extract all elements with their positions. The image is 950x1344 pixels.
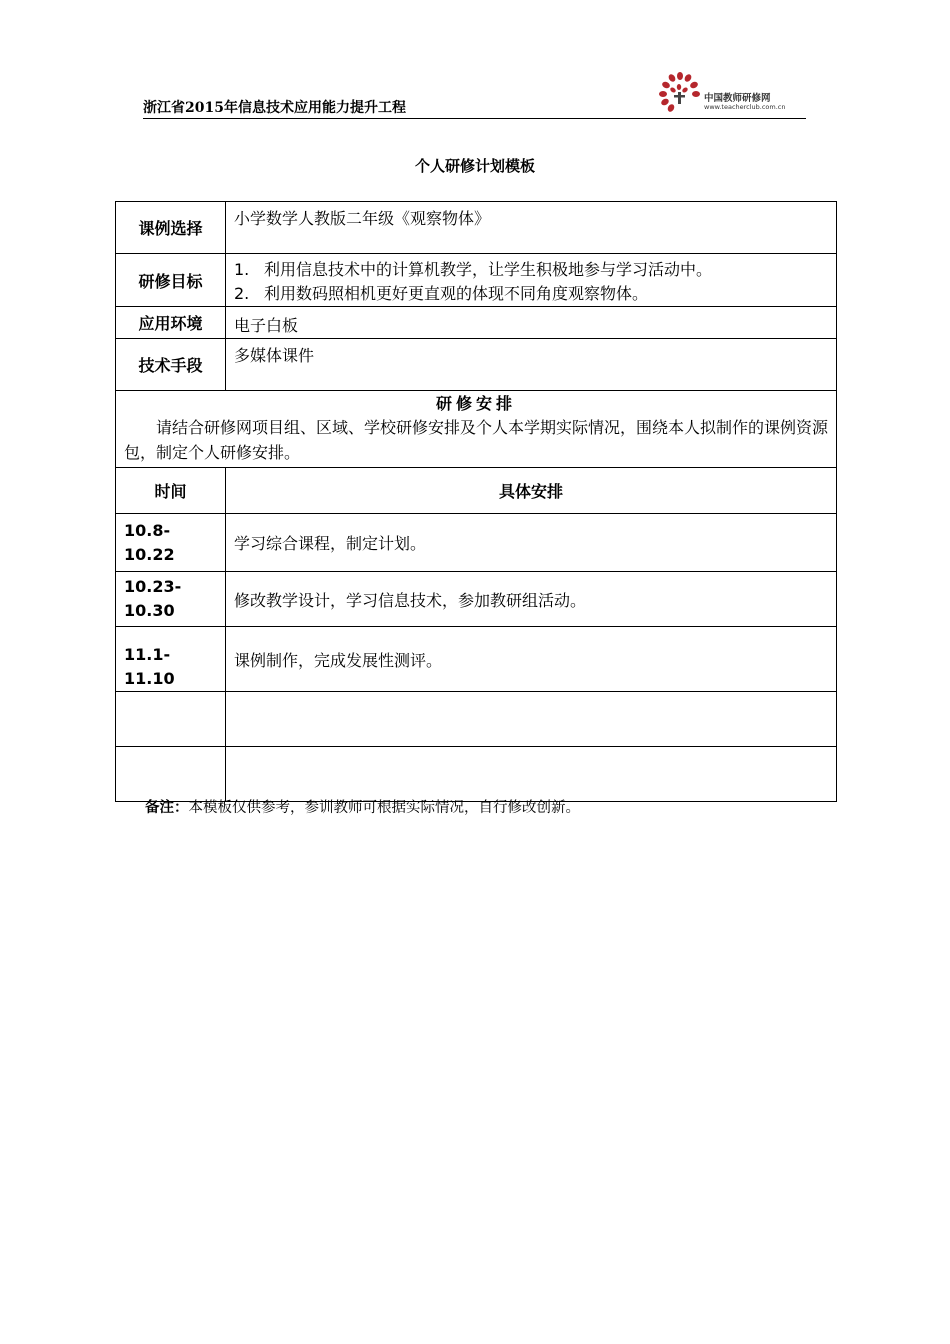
field-label: 技术手段 xyxy=(116,339,226,391)
teacherclub-logo xyxy=(656,70,816,116)
footnote-label: 备注： xyxy=(145,799,189,816)
table-row xyxy=(116,747,837,802)
row-time: 10.23-10.30 xyxy=(116,572,226,627)
field-label: 研修目标 xyxy=(116,254,226,307)
schedule-title: 研修安排 xyxy=(435,394,516,413)
footnote xyxy=(145,796,580,817)
row-time: 11.1-11.10 xyxy=(116,627,226,692)
list-text: 利用信息技术中的计算机教学，让学生积极地参与学习活动中。 xyxy=(264,260,713,279)
row-task xyxy=(226,692,837,747)
row-task xyxy=(226,747,837,802)
list-text: 利用数码照相机更好更直观的体现不同角度观察物体。 xyxy=(264,284,649,303)
table-row xyxy=(116,514,837,572)
field-row-goals xyxy=(116,254,837,307)
field-row-technique xyxy=(116,339,837,391)
column-header-task: 具体安排 xyxy=(226,468,837,514)
field-label: 应用环境 xyxy=(116,307,226,339)
row-task: 课例制作，完成发展性测评。 xyxy=(226,627,837,692)
table-row xyxy=(116,572,837,627)
field-row-lesson xyxy=(116,202,837,254)
header-project-title: 浙江省2015年信息技术应用能力提升工程 xyxy=(143,100,406,116)
table-row xyxy=(116,627,837,692)
list-item xyxy=(234,258,828,282)
schedule-header xyxy=(116,391,837,468)
field-value: 多媒体课件 xyxy=(226,339,837,391)
row-task: 学习综合课程，制定计划。 xyxy=(226,514,837,572)
field-value: 电子白板 xyxy=(226,307,837,339)
list-number: 2. xyxy=(234,284,250,303)
row-time xyxy=(116,747,226,802)
field-value: 小学数学人教版二年级《观察物体》 xyxy=(226,202,837,254)
schedule-column-headers xyxy=(116,468,837,514)
table-row xyxy=(116,692,837,747)
logo-flower-icon xyxy=(656,70,704,116)
row-time xyxy=(116,692,226,747)
plan-table xyxy=(115,201,837,802)
list-item xyxy=(234,282,828,306)
row-task: 修改教学设计，学习信息技术，参加教研组活动。 xyxy=(226,572,837,627)
schedule-description: 请结合研修网项目组、区域、学校研修安排及个人本学期实际情况，围绕本人拟制作的课例资源包，制定个人研修安排。 xyxy=(124,418,829,462)
list-number: 1. xyxy=(234,260,250,279)
field-row-environment xyxy=(116,307,837,339)
logo-url: www.teacherclub.com.cn xyxy=(704,103,786,111)
footnote-text: 本模板仅供参考，参训教师可根据实际情况，自行修改创新。 xyxy=(188,800,580,816)
header-divider xyxy=(143,118,806,119)
field-label: 课例选择 xyxy=(116,202,226,254)
document-title: 个人研修计划模板 xyxy=(414,157,535,175)
column-header-time: 时间 xyxy=(116,468,226,514)
goals-list xyxy=(226,254,837,307)
row-time: 10.8-10.22 xyxy=(116,514,226,572)
schedule-header-row xyxy=(116,391,837,468)
logo-name: 中国教师研修网 xyxy=(704,93,771,104)
